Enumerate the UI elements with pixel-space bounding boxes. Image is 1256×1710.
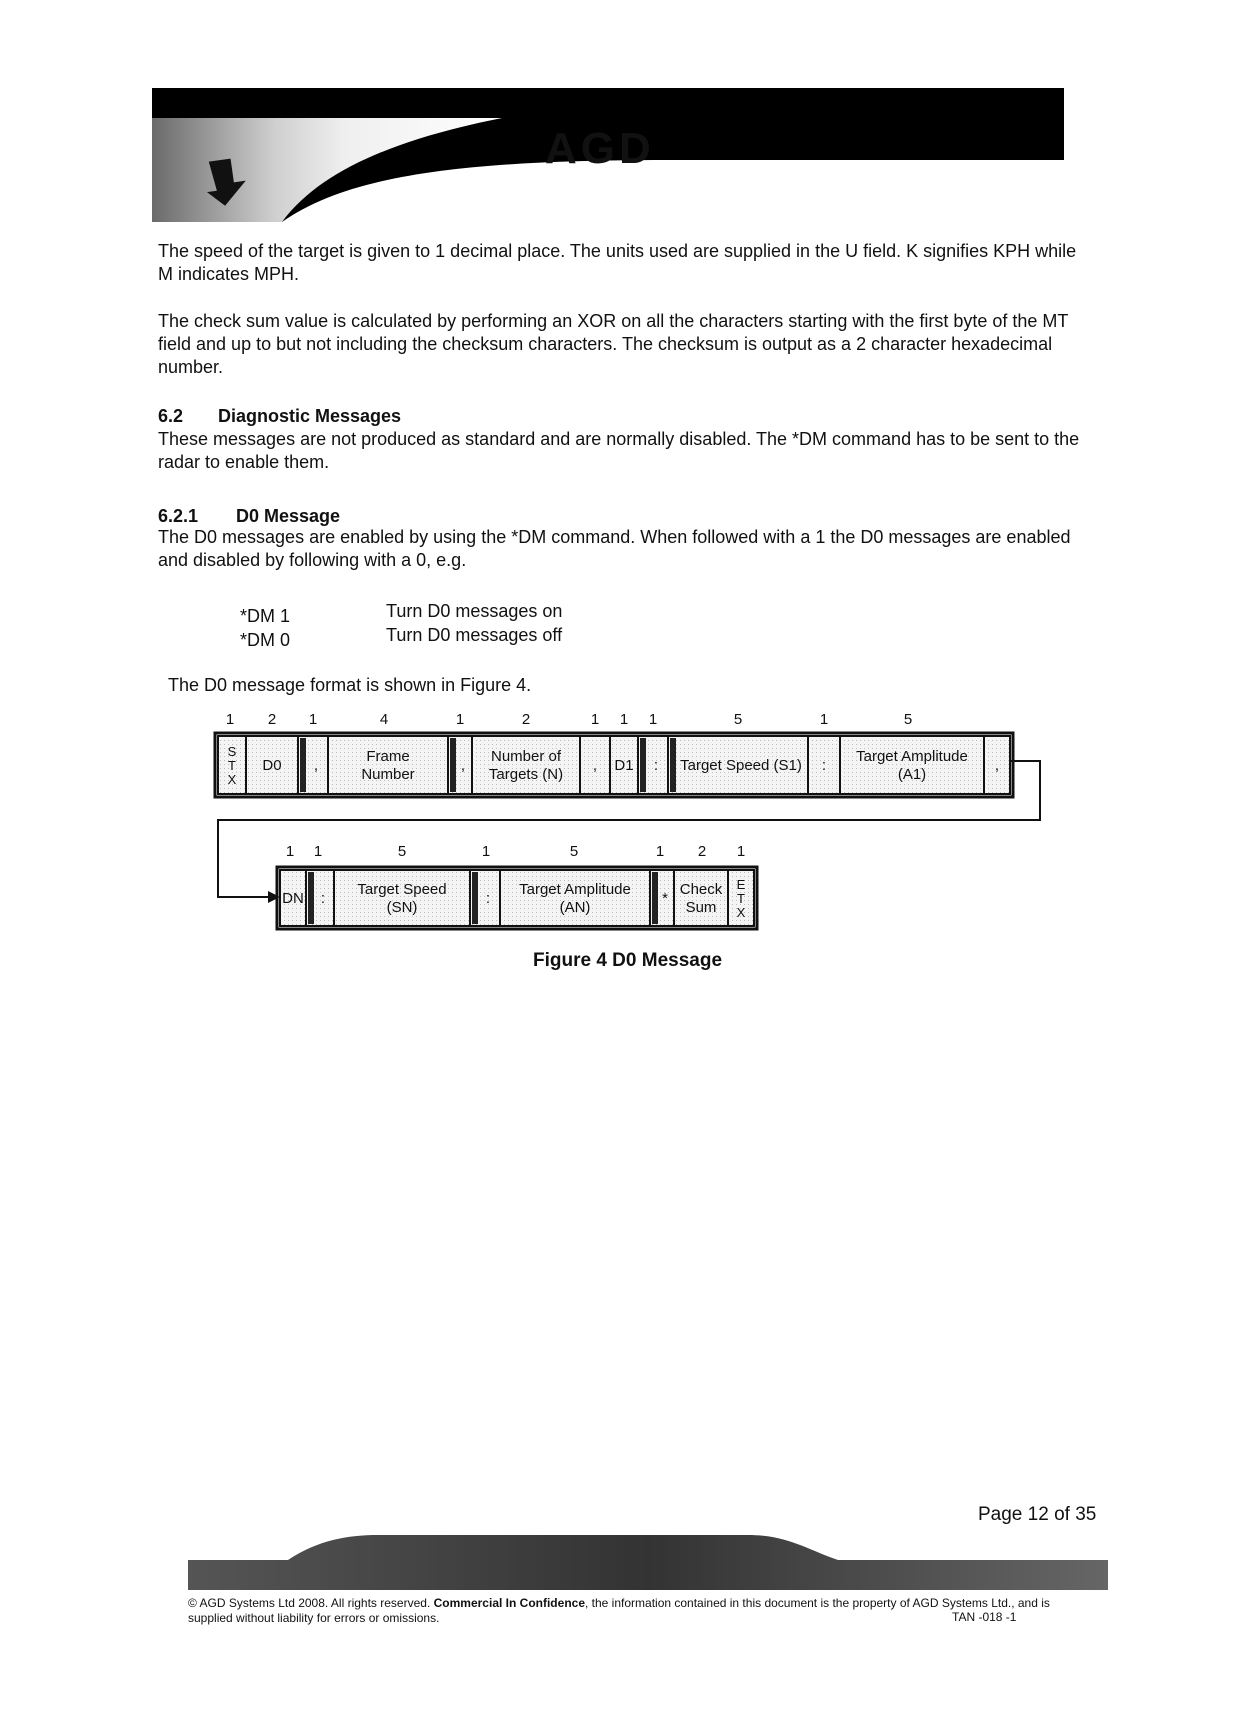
byte-count-label: 2 [697, 843, 707, 860]
field-label: Target Speed [357, 881, 447, 898]
field-label: Number [361, 766, 415, 783]
paragraph-format-ref: The D0 message format is shown in Figure 4. [168, 675, 532, 695]
byte-count-label: 1 [736, 843, 746, 860]
byte-count-label: 1 [819, 711, 829, 728]
field-box [808, 736, 840, 794]
field-box [470, 870, 500, 926]
section-number: 6.2.1 [158, 506, 199, 526]
byte-count-label: 1 [313, 843, 323, 860]
field-box [246, 736, 298, 794]
paragraph-diagnostic: These messages are not produced as standard and are normally disabled. The *DM command has to be sent to the radar to enable them. [158, 429, 1080, 472]
byte-count-label: 4 [379, 711, 389, 728]
byte-count-label: 1 [285, 843, 295, 860]
field-label: * [662, 890, 668, 907]
byte-count-label: 2 [267, 711, 277, 728]
field-box [334, 870, 470, 926]
section-title: D0 Message [236, 506, 341, 526]
field-label: X [736, 905, 746, 920]
footer-banner [188, 1530, 1108, 1590]
field-box [500, 870, 650, 926]
field-label: Target Amplitude [856, 748, 968, 765]
field-label: S [227, 744, 237, 759]
field-box [840, 736, 984, 794]
field-box [472, 736, 580, 794]
field-label: T [737, 891, 745, 906]
field-box [638, 736, 668, 794]
field-label: : [485, 890, 491, 907]
paragraph-d0-enable: The D0 messages are enabled by using the *DM command. When followed with a 1 the D0 messages are enabled and disabled by following with a 0, e.g. [158, 527, 1071, 570]
field-box [610, 736, 638, 794]
field-label: Sum [685, 899, 717, 916]
paragraph-speed: The speed of the target is given to 1 decimal place. The units used are supplied in the U field. K signifies KPH while M indicates MPH. [158, 241, 1077, 284]
field-label: Frame [366, 748, 410, 765]
field-box [984, 736, 1010, 794]
field-label: D0 [262, 757, 282, 774]
field-label: , [994, 757, 1000, 774]
byte-count-label: 1 [590, 711, 600, 728]
byte-count-label: 2 [521, 711, 531, 728]
field-label: Target Amplitude [519, 881, 631, 898]
byte-count-label: 1 [455, 711, 465, 728]
field-label: X [227, 772, 237, 787]
field-box [650, 870, 674, 926]
field-label: , [313, 757, 319, 774]
document-reference: TAN -018 -1 [952, 1610, 1017, 1624]
section-number: 6.2 [158, 406, 184, 426]
field-label: Targets (N) [488, 766, 564, 783]
field-box [280, 870, 306, 926]
field-label: : [320, 890, 326, 907]
field-label: Target Speed (S1) [680, 757, 802, 774]
agd-logo-text: AGD [545, 124, 655, 173]
byte-count-label: 5 [733, 711, 743, 728]
byte-count-label: 1 [225, 711, 235, 728]
field-label: (A1) [897, 766, 927, 783]
byte-count-label: 1 [648, 711, 658, 728]
section-title: Diagnostic Messages [218, 406, 402, 426]
command-description: Turn D0 messages off [386, 625, 563, 645]
byte-count-label: 1 [308, 711, 318, 728]
field-label: D1 [614, 757, 634, 774]
byte-count-label: 1 [655, 843, 665, 860]
field-label: : [821, 757, 827, 774]
field-label: E [736, 877, 746, 892]
field-box [218, 736, 246, 794]
paragraph-checksum: The check sum value is calculated by performing an XOR on all the characters starting with the first byte of the MT field and up to but not including the checksum characters. The checksum is output as a 2 character hexadecimal number. [158, 311, 1069, 377]
confidentiality-label: Commercial In Confidence [433, 1596, 585, 1610]
field-label: T [228, 758, 236, 773]
field-box [674, 870, 728, 926]
field-box [306, 870, 334, 926]
field-label: (SN) [386, 899, 418, 916]
field-box [448, 736, 472, 794]
command-code: *DM 1 [240, 606, 291, 626]
field-box [728, 870, 754, 926]
figure-caption: Figure 4 D0 Message [533, 950, 723, 971]
byte-count-label: 1 [481, 843, 491, 860]
field-label: DN [282, 890, 304, 907]
byte-count-label: 5 [903, 711, 913, 728]
field-box [328, 736, 448, 794]
field-label: , [460, 757, 466, 774]
field-label: , [592, 757, 598, 774]
command-description: Turn D0 messages on [386, 601, 563, 621]
copyright-notice: © AGD Systems Ltd 2008. All rights reserved. Commercial In Confidence, the information contained in this document is the property of AGD Systems Ltd., and is supplied without liability for errors or omissions. [188, 1596, 1050, 1625]
field-label: Check [679, 881, 723, 898]
field-label: : [653, 757, 659, 774]
byte-count-label: 1 [619, 711, 629, 728]
field-label: (AN) [559, 899, 591, 916]
field-box [298, 736, 328, 794]
field-box [580, 736, 610, 794]
page-number: Page 12 of 35 [978, 1504, 1097, 1525]
field-box [668, 736, 808, 794]
field-label: Number of [490, 748, 562, 765]
byte-count-label: 5 [397, 843, 407, 860]
command-code: *DM 0 [240, 630, 291, 650]
byte-count-label: 5 [569, 843, 579, 860]
